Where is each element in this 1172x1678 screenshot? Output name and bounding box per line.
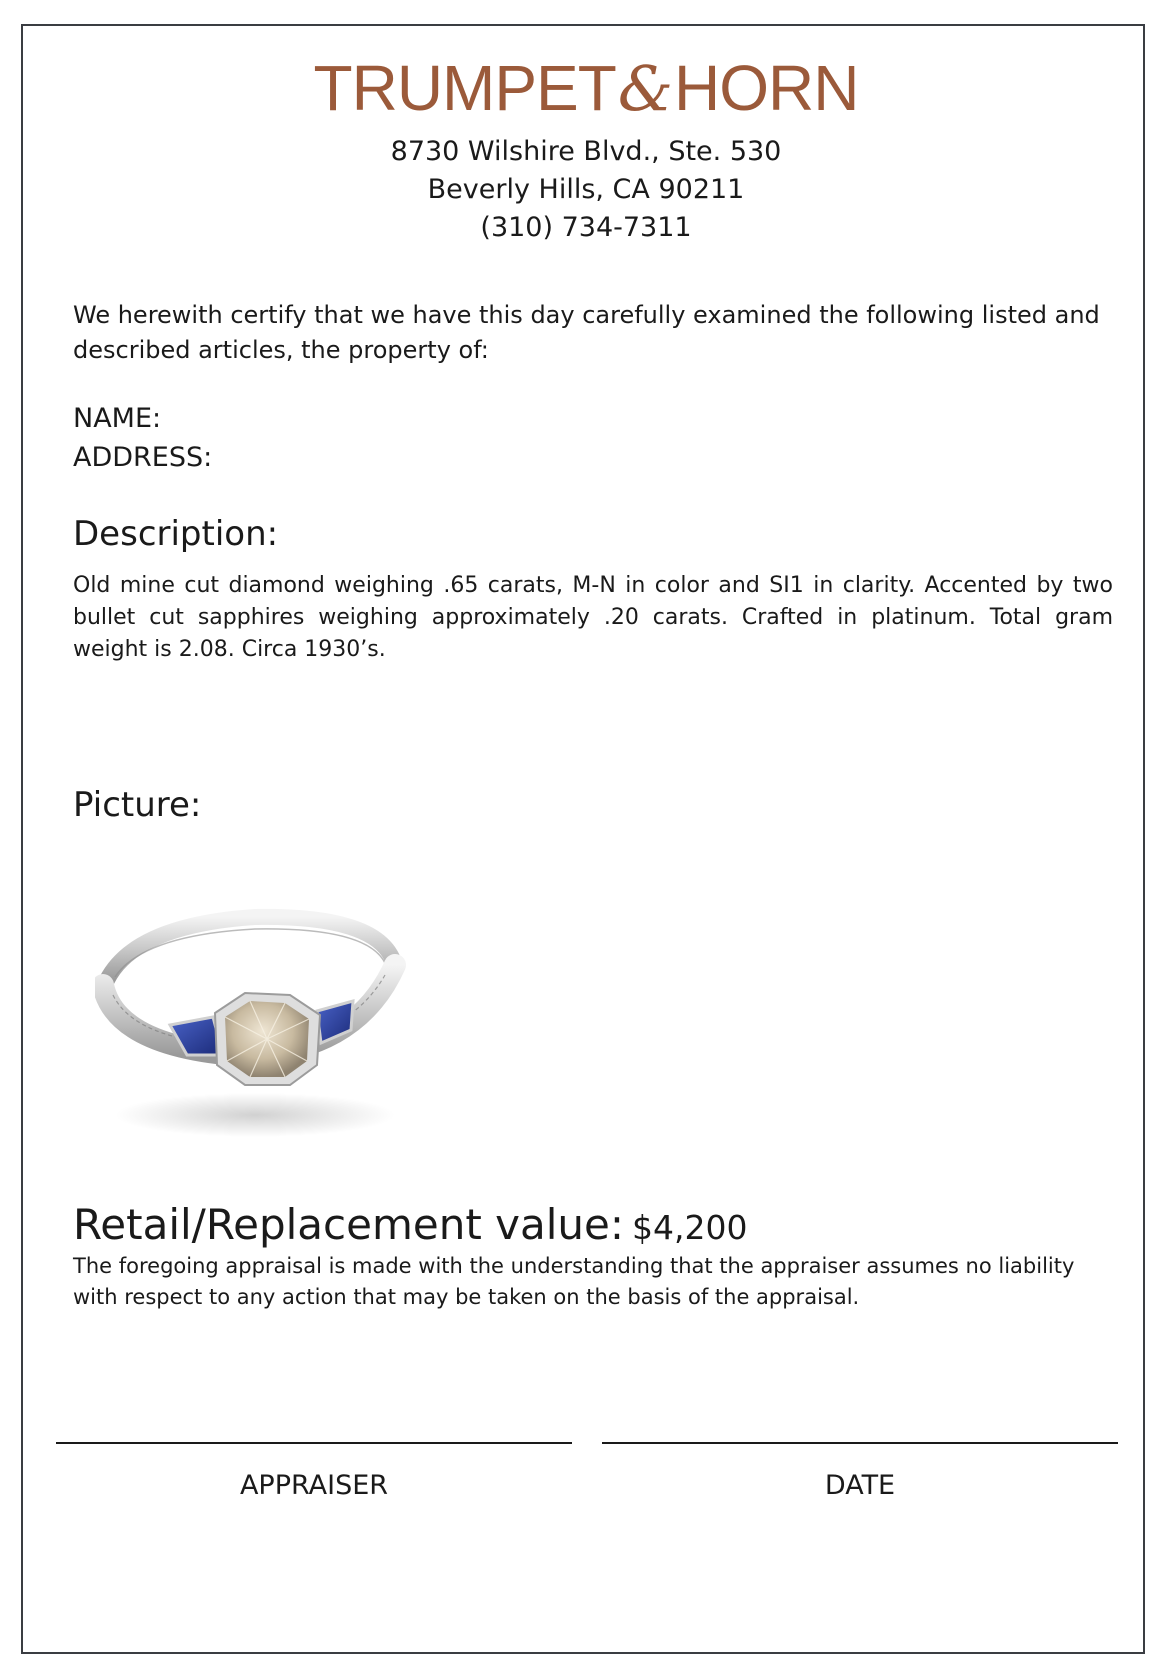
brand-logo (0, 52, 1172, 125)
appraiser-label: APPRAISER (239, 1470, 389, 1501)
picture-heading: Picture: (73, 785, 202, 825)
document-border (21, 24, 1145, 1654)
phone-number: (310) 734-7311 (480, 212, 692, 243)
ring-photo-icon (95, 905, 425, 1145)
valuation-amount: $4,200 (632, 1208, 748, 1247)
brand-name-right: HORN (674, 52, 859, 124)
valuation-label: Retail/Replacement value: (73, 1200, 625, 1249)
address-label: ADDRESS: (73, 442, 213, 473)
address-line-1: 8730 Wilshire Blvd., Ste. 530 (390, 136, 782, 167)
brand-ampersand: & (617, 52, 673, 125)
disclaimer-text: The foregoing appraisal is made with the understanding that the appraiser assumes no liability with respect to any action that may be taken on the basis of the appraisal. (73, 1254, 1075, 1309)
valuation-line (73, 1200, 748, 1253)
brand-name-left: TRUMPET (313, 52, 616, 124)
appraiser-signature-line (56, 1442, 572, 1444)
date-signature-line (602, 1442, 1118, 1444)
description-heading: Description: (73, 514, 279, 554)
date-label: DATE (824, 1470, 896, 1501)
certification-intro: We herewith certify that we have this day carefully examined the following listed and described articles, the property of: (73, 301, 1100, 364)
address-line-2: Beverly Hills, CA 90211 (427, 174, 745, 205)
name-label: NAME: (73, 403, 162, 434)
description-text: Old mine cut diamond weighing .65 carats, M-N in color and SI1 in clarity. Accented by two bullet cut sapphires weighing approximately .20 carats. Crafted in platinum. Total gram weight is 2.08. Circa 1930’s. (73, 573, 1113, 662)
